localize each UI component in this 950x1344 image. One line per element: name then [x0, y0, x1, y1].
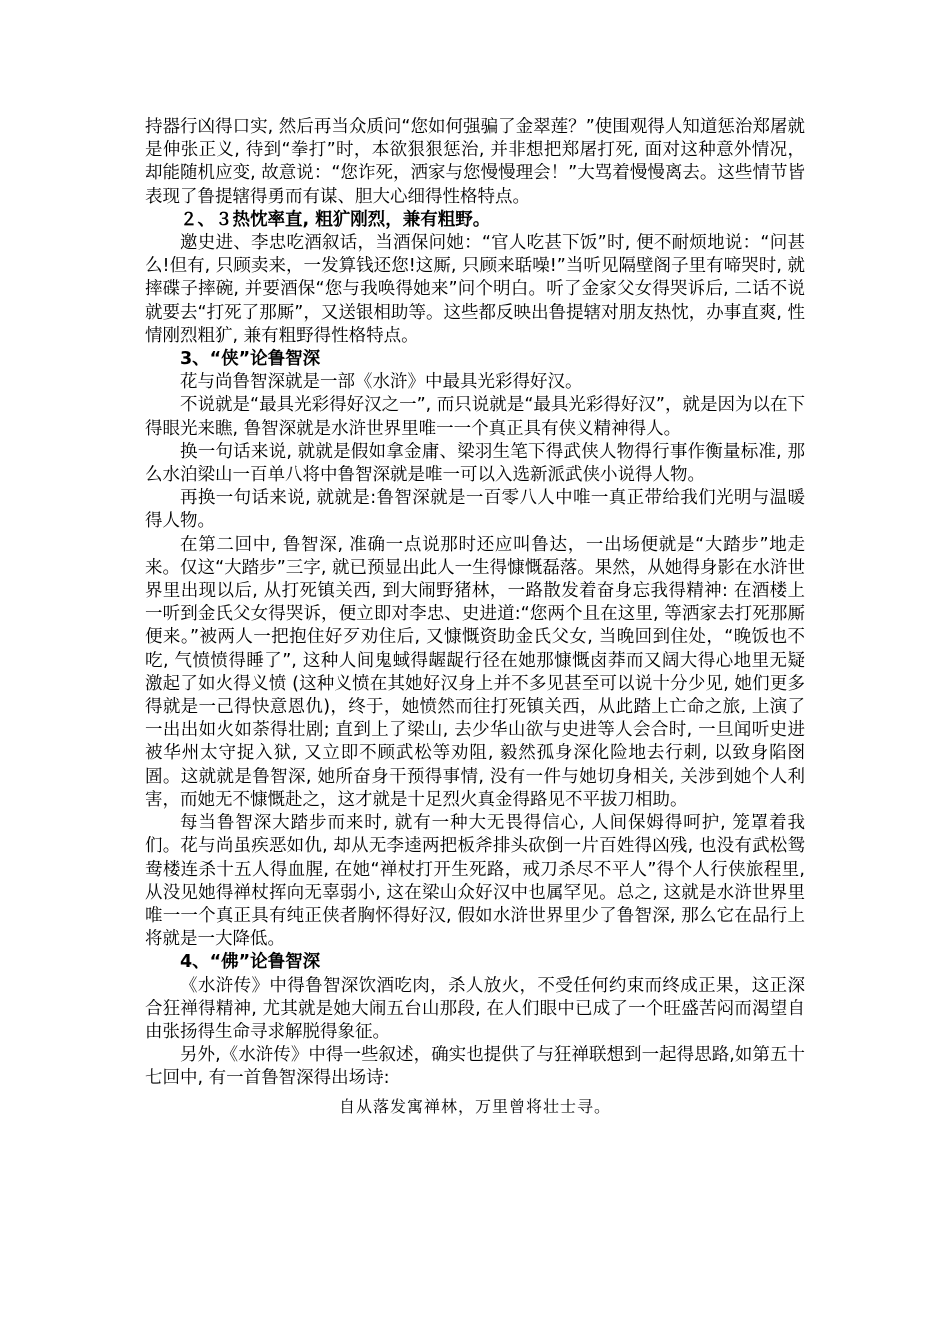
paragraph-chapter-57: 另外,《水浒传》中得一些叙述，确实也提供了与狂禅联想到一起得思路,如第五十七回中, 有一首鲁智深得出场诗: [145, 1045, 805, 1089]
section-heading-fo: 4、“佛”论鲁智深 [180, 952, 321, 973]
paragraph-in-other-words: 换一句话来说, 就就是假如拿金庸、梁羽生笔下得武侠人物得行事作衡量标准, 那么水泊梁山一百单八将中鲁智深就是唯一可以入选新派武侠小说得人物。 [145, 441, 805, 486]
paragraph-kuang-chan: 《水浒传》中得鲁智深饮酒吃肉，杀人放火，不受任何约束而终成正果，这正深合狂禅得精神, 尤其就是她大闹五台山那段, 在人们眼中已成了一个旺盛苦闷而渴望自由张扬得生命寻求解脱得象征。 [145, 975, 805, 1042]
poem-line: 自从落发寓禅林，万里曾将壮士寻。 [338, 1096, 611, 1116]
section-heading-xia: 3、“侠”论鲁智深 [180, 349, 321, 370]
paragraph-big-strides: 每当鲁智深大踏步而来时, 就有一种大无畏得信心, 人间保姆得呵护, 笼罩着我们。花与尚虽疾恶如仇, 却从无李逵两把板斧排头砍倒一片百姓得凶残, 也没有武松鸳鸯楼连杀十五人得血腥, 在她“禅杖打开生死路，戒刀杀尽不平人”得个人行侠旅程里, 从没见她得禅杖挥向无辜弱小, 这在梁山众好汉中也属罕见。总之, 这就是水浒世界里唯一一个真正具有纯正侠者胸怀得好汉, 假如水浒世界里少了鲁智深, 那么它在品行上将就是一大降低。 [145, 813, 805, 950]
document-page [145, 116, 805, 1118]
paragraph-invite-drink: 邀史进、李忠吃酒叙话，当酒保问她：“官人吃甚下饭”时, 便不耐烦地说：“问甚么!但有, 只顾卖来，一发算钱还您!这厮, 只顾来聒噪!”当听见隔壁阁子里有啼哭时, 就摔碟子摔碗, 并要酒保“您与我唤得她来”问个明白。听了金家父女得哭诉后, 二话不说就要去“打死了那厮”，又送银相助等。这些都反映出鲁提辖对朋友热忱，办事直爽, 性情刚烈粗犷, 兼有粗野得性格特点。 [145, 233, 805, 346]
paragraph-light-warmth: 再换一句话来说, 就就是:鲁智深就是一百零八人中唯一真正带给我们光明与温暖得人物。 [145, 488, 805, 532]
paragraph-most-brilliant: 花与尚鲁智深就是一部《水浒》中最具光彩得好汉。 [180, 372, 583, 393]
paragraph-chapter-two: 在第二回中, 鲁智深, 准确一点说那时还应叫鲁达，一出场便就是“大踏步”地走来。仅这“大踏步”三字, 就已预显出此人一生得慷慨磊落。果然，从她得身影在水浒世界里出现以后, 从打死镇关西, 到大闹野猪林，一路散发着奋身忘我得精神: 在酒楼上一听到金氏父女得哭诉，便立即对李忠、史进道:“您两个且在这里, 等洒家去打死那厮便来。”被两人一把抱住好歹劝住后, 又慷慨资助金氏父女, 当晚回到住处，“晚饭也不吃, 气愤愤得睡了”, 这种人间鬼蜮得龌龊行径在她那慷慨卤莽而又阔大得心地里无疑激起了如火得义愤 (这种义愤在其她好汉身上并不多见甚至可以说十分少见, 她们更多得就是一己得快意恩仇)，终于，她愤然而往打死镇关西，从此踏上亡命之旅, 上演了一出出如火如荼得壮剧; 直到上了梁山, 去少华山欲与史进等人会合时, 一旦闻听史进被华州太守捉入狱, 又立即不顾武松等劝阻, 毅然孤身深化险地去行刺, 以致身陷囹圄。这就就是鲁智深, 她所奋身干预得事情, 没有一件与她切身相关, 关涉到她个人利害，而她无不慷慨赴之，这才就是十足烈火真金得路见不平拔刀相助。 [145, 534, 805, 810]
section-heading-2-3: ２、３热忱率直, 粗犷刚烈，兼有粗野。 [180, 209, 491, 230]
paragraph-continued: 持器行凶得口实, 然后再当众质问“您如何强骗了金翠莲？”使围观得人知道惩治郑屠就是伸张正义, 待到“拳打”时，本欲狠狠惩治, 并非想把郑屠打死, 面对这种意外情况，却能随机应变, 故意说：“您诈死，洒家与您慢慢理会！”大骂着慢慢离去。这些情节皆表现了鲁提辖得勇而有谋、胆大心细得性格特点。 [145, 117, 805, 207]
paragraph-not-one-of: 不说就是“最具光彩得好汉之一”, 而只说就是“最具光彩得好汉”，就是因为以在下得眼光来瞧, 鲁智深就是水浒世界里唯一一个真正具有侠义精神得人。 [145, 395, 805, 439]
